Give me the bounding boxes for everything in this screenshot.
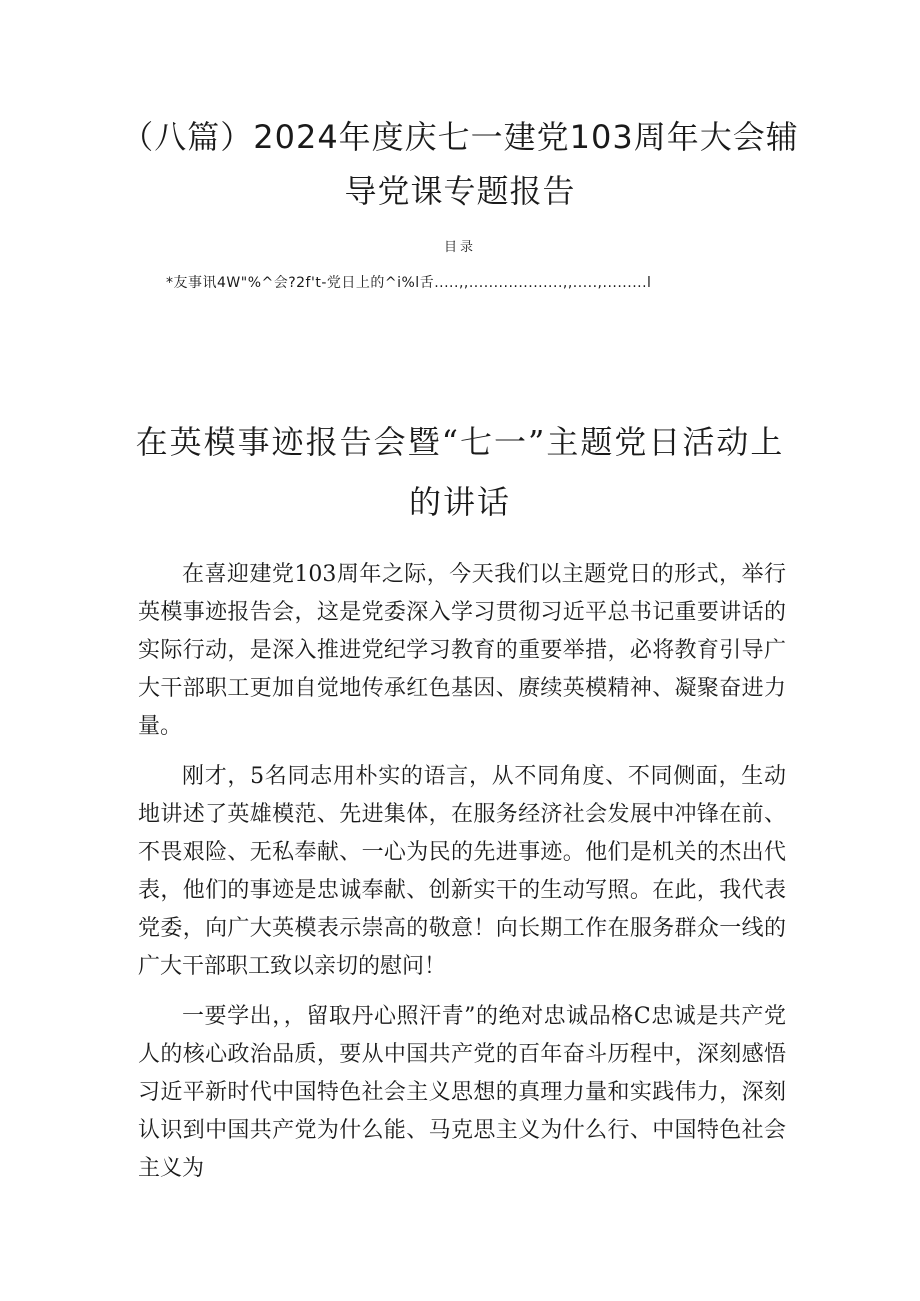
speech-title: 在英模事迹报告会暨“七一”主题党日活动上的讲话 xyxy=(135,423,785,521)
body-paragraph: 一要学出，，留取丹心照汗青”的绝对忠诚品格C忠诚是共产党人的核心政治品质，要从中国共产党的百年奋斗历程中，深刻感悟习近平新时代中国特色社会主义思想的真理力量和实践伟力，深刻认识到中国共产党为什么能、马克思主义为什么行、中国特色社会主义为 xyxy=(138,1004,786,1181)
speech-body xyxy=(138,556,786,1200)
body-paragraph: 在喜迎建党103周年之际，今天我们以主题党日的形式，举行英模事迹报告会，这是党委深入学习贯彻习近平总书记重要讲话的实际行动，是深入推进党纪学习教育的重要举措，必将教育引导广大干部职工更加自觉地传承红色基因、赓续英模精神、凝聚奋进力量。 xyxy=(138,562,786,739)
toc-heading: 目录 xyxy=(443,240,476,255)
toc-entry[interactable]: *友事讯4W"%^会?2f't-党日上的^i%l舌.....,,...................,,.....,.........l xyxy=(166,275,652,291)
document-title: （八篇）2024年度庆七一建党103周年大会辅导党课专题报告 xyxy=(121,118,799,210)
body-paragraph: 刚才，5名同志用朴实的语言，从不同角度、不同侧面，生动地讲述了英雄模范、先进集体，在服务经济社会发展中冲锋在前、不畏艰险、无私奉献、一心为民的先进事迹。他们是机关的杰出代表，他们的事迹是忠诚奉献、创新实干的生动写照。在此，我代表党委，向广大英模表示崇高的敬意！向长期工作在服务群众一线的广大干部职工致以亲切的慰问！ xyxy=(138,764,786,979)
